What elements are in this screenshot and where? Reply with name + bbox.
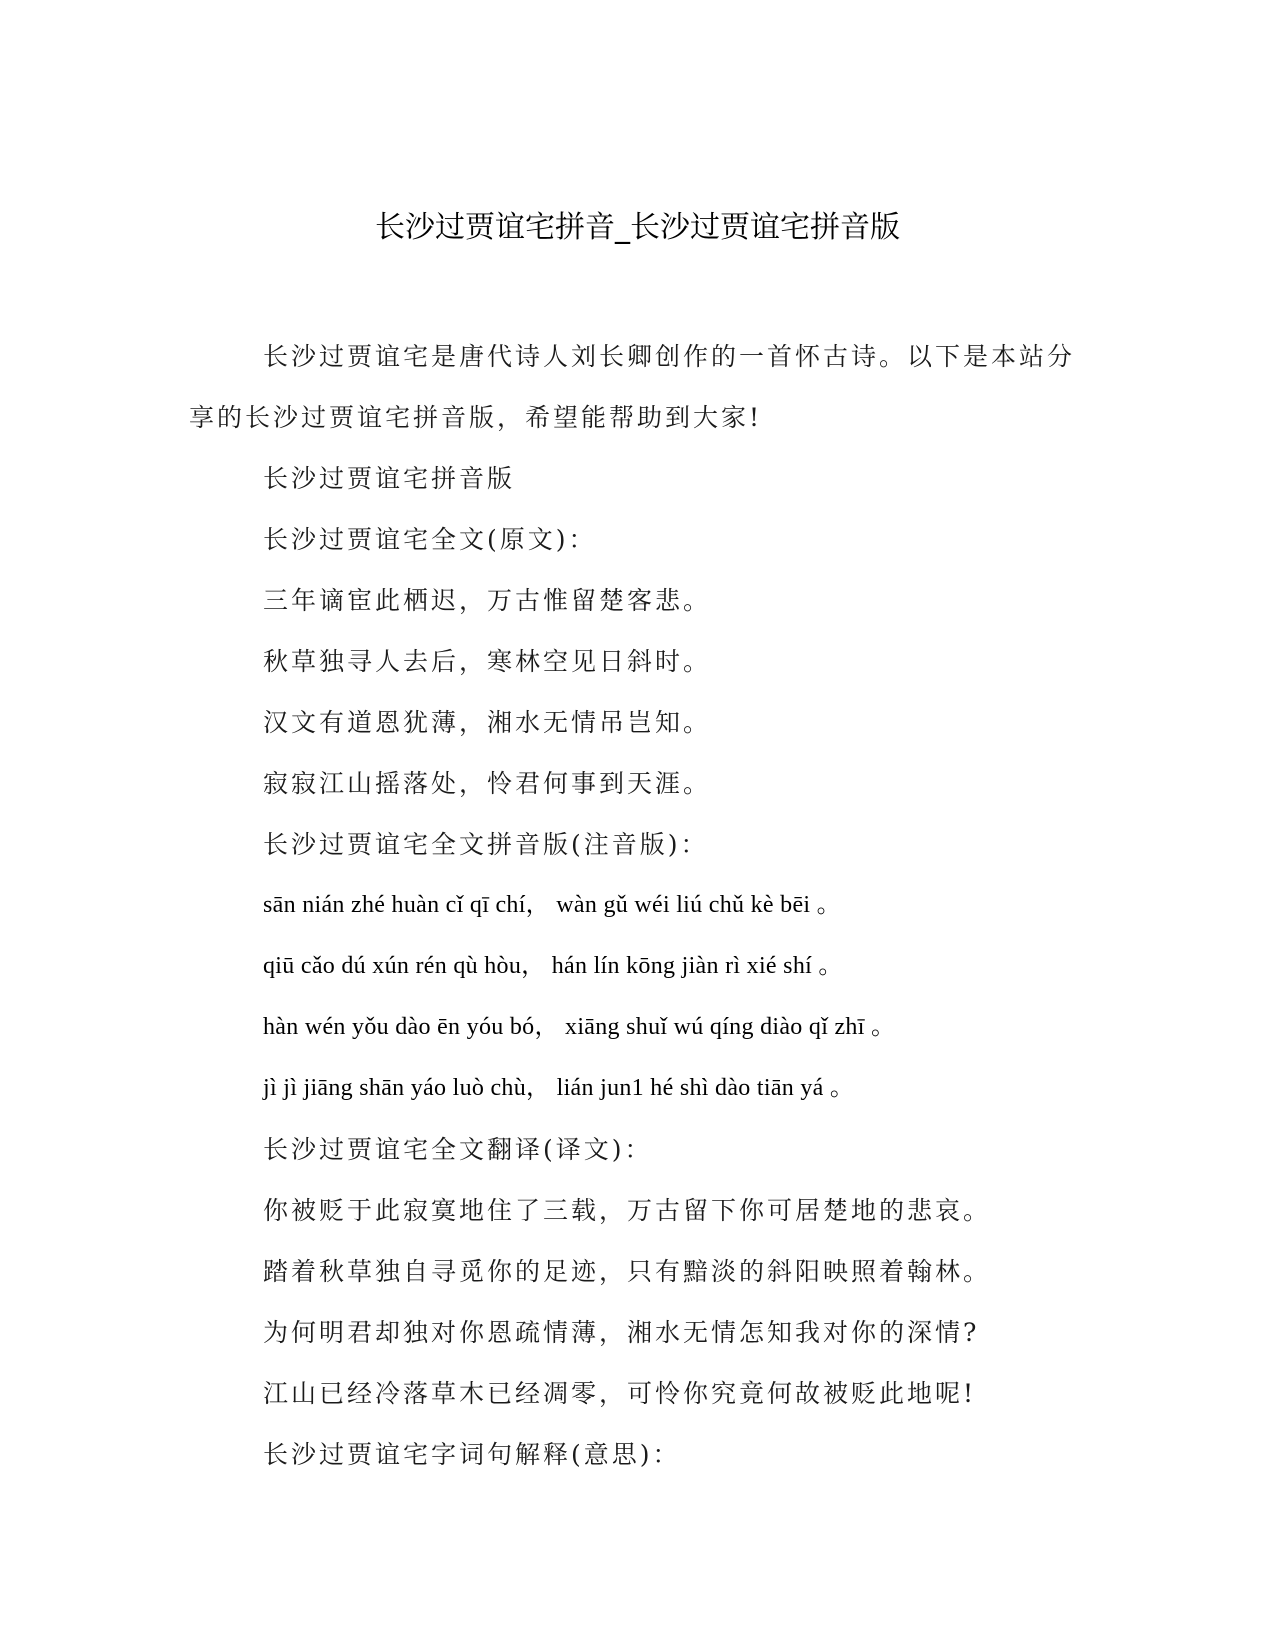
- intro-paragraph: 长沙过贾谊宅是唐代诗人刘长卿创作的一首怀古诗。以下是本站分享的长沙过贾谊宅拼音版，希望能帮助到大家!: [189, 342, 1076, 432]
- document-body: [189, 326, 1089, 1485]
- pinyin-line: qiū cǎo dú xún rén qù hòu， hán lín kōng jiàn rì xié shí 。: [263, 953, 843, 979]
- pinyin-line: sān nián zhé huàn cǐ qī chí， wàn gǔ wéi liú chǔ kè bēi 。: [263, 892, 841, 918]
- pinyin-heading: 长沙过贾谊宅全文拼音版(注音版)：: [263, 830, 709, 859]
- translation-line: 为何明君却独对你恩疏情薄，湘水无情怎知我对你的深情?: [263, 1318, 980, 1347]
- original-line: 汉文有道恩犹薄，湘水无情吊岂知。: [263, 708, 712, 737]
- translation-line: 你被贬于此寂寞地住了三载，万古留下你可居楚地的悲哀。: [263, 1196, 992, 1225]
- pinyin-line: hàn wén yǒu dào ēn yóu bó， xiāng shuǐ wú qíng diào qǐ zhī 。: [263, 1014, 896, 1040]
- original-line: 寂寂江山摇落处，怜君何事到天涯。: [263, 769, 712, 798]
- section-title: 长沙过贾谊宅拼音版: [263, 464, 516, 493]
- translation-heading: 长沙过贾谊宅全文翻译(译文)：: [263, 1135, 653, 1164]
- document-title: 长沙过贾谊宅拼音_长沙过贾谊宅拼音版: [375, 210, 900, 245]
- translation-line: 江山已经冷落草木已经凋零，可怜你究竟何故被贬此地呢!: [263, 1379, 977, 1408]
- original-heading: 长沙过贾谊宅全文(原文)：: [263, 525, 597, 554]
- original-line: 三年谪宦此栖迟，万古惟留楚客悲。: [263, 586, 712, 615]
- explanation-heading: 长沙过贾谊宅字词句解释(意思)：: [263, 1440, 681, 1469]
- translation-line: 踏着秋草独自寻觅你的足迹，只有黯淡的斜阳映照着翰林。: [263, 1257, 992, 1286]
- pinyin-line: jì jì jiāng shān yáo luò chù， lián jun1 hé shì dào tiān yá 。: [263, 1075, 855, 1101]
- original-line: 秋草独寻人去后，寒林空见日斜时。: [263, 647, 712, 676]
